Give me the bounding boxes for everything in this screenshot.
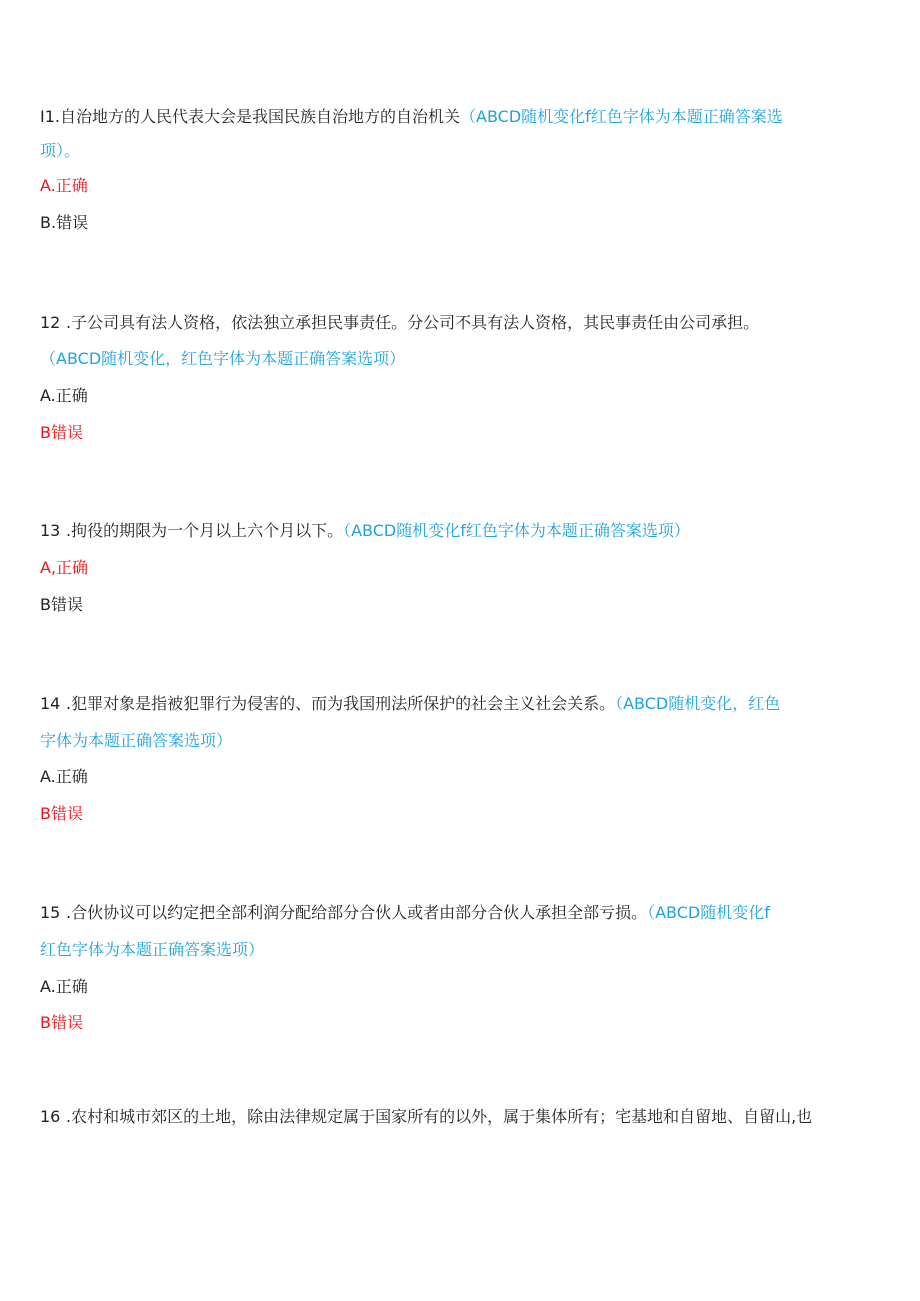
question-15-stem-line	[40, 901, 770, 925]
question-15-option-b: B错误	[40, 1013, 83, 1032]
question-16-stem: .农村和城市郊区的土地，除由法律规定属于国家所有的以外，属于集体所有；宅基地和自留地、自留山,也	[66, 1107, 813, 1126]
question-11-stem: 自治地方的人民代表大会是我国民族自治地方的自治机关	[59, 107, 460, 126]
question-13-stem-line	[40, 519, 690, 543]
question-14-option-a: A.正确	[40, 767, 88, 786]
question-12-stem-line	[40, 311, 759, 335]
question-13-stem: .拘役的期限为一个月以上六个月以下。	[66, 521, 344, 540]
question-15-option-a: A.正确	[40, 977, 88, 996]
question-12-stem: .子公司具有法人资格，依法独立承担民事责任。分公司不具有法人资格，其民事责任由公司承担。	[66, 313, 760, 332]
question-11-option-b: B.错误	[40, 213, 89, 232]
question-14-hint: （ABCD随机变化，红色	[615, 694, 781, 713]
question-15-hint: （ABCD随机变化f	[647, 903, 770, 922]
question-11-option-a: A.正确	[40, 176, 88, 195]
question-11-hint: （ABCD随机变化f红色字体为本题正确答案选	[460, 107, 783, 126]
question-14-stem-line	[40, 692, 780, 716]
question-11-stem-line	[40, 105, 783, 129]
question-14-stem: .犯罪对象是指被犯罪行为侵害的、而为我国刑法所保护的社会主义社会关系。	[66, 694, 616, 713]
question-12-option-b: B错误	[40, 423, 83, 442]
question-16-stem-line	[40, 1105, 812, 1129]
question-12-hint: （ABCD随机变化，红色字体为本题正确答案选项）	[40, 349, 406, 368]
question-12-number: 12	[40, 313, 61, 332]
question-12-option-a: A.正确	[40, 386, 88, 405]
question-11-number: I1.	[40, 107, 60, 126]
question-14-number: 14	[40, 694, 61, 713]
question-13-option-a: A,正确	[40, 558, 89, 577]
question-11-hint-continuation: 项）。	[40, 141, 81, 160]
question-13-hint: （ABCD随机变化f红色字体为本题正确答案选项）	[343, 521, 690, 540]
question-15-hint-continuation: 红色字体为本题正确答案选项）	[40, 940, 265, 959]
question-13-number: 13	[40, 521, 61, 540]
question-14-option-b: B错误	[40, 804, 83, 823]
question-15-stem: .合伙协议可以约定把全部利润分配给部分合伙人或者由部分合伙人承担全部亏损。	[66, 903, 648, 922]
question-14-hint-continuation: 字体为本题正确答案选项）	[40, 731, 233, 750]
question-13-option-b: B错误	[40, 595, 83, 614]
question-16-number: 16	[40, 1107, 61, 1126]
question-15-number: 15	[40, 903, 61, 922]
